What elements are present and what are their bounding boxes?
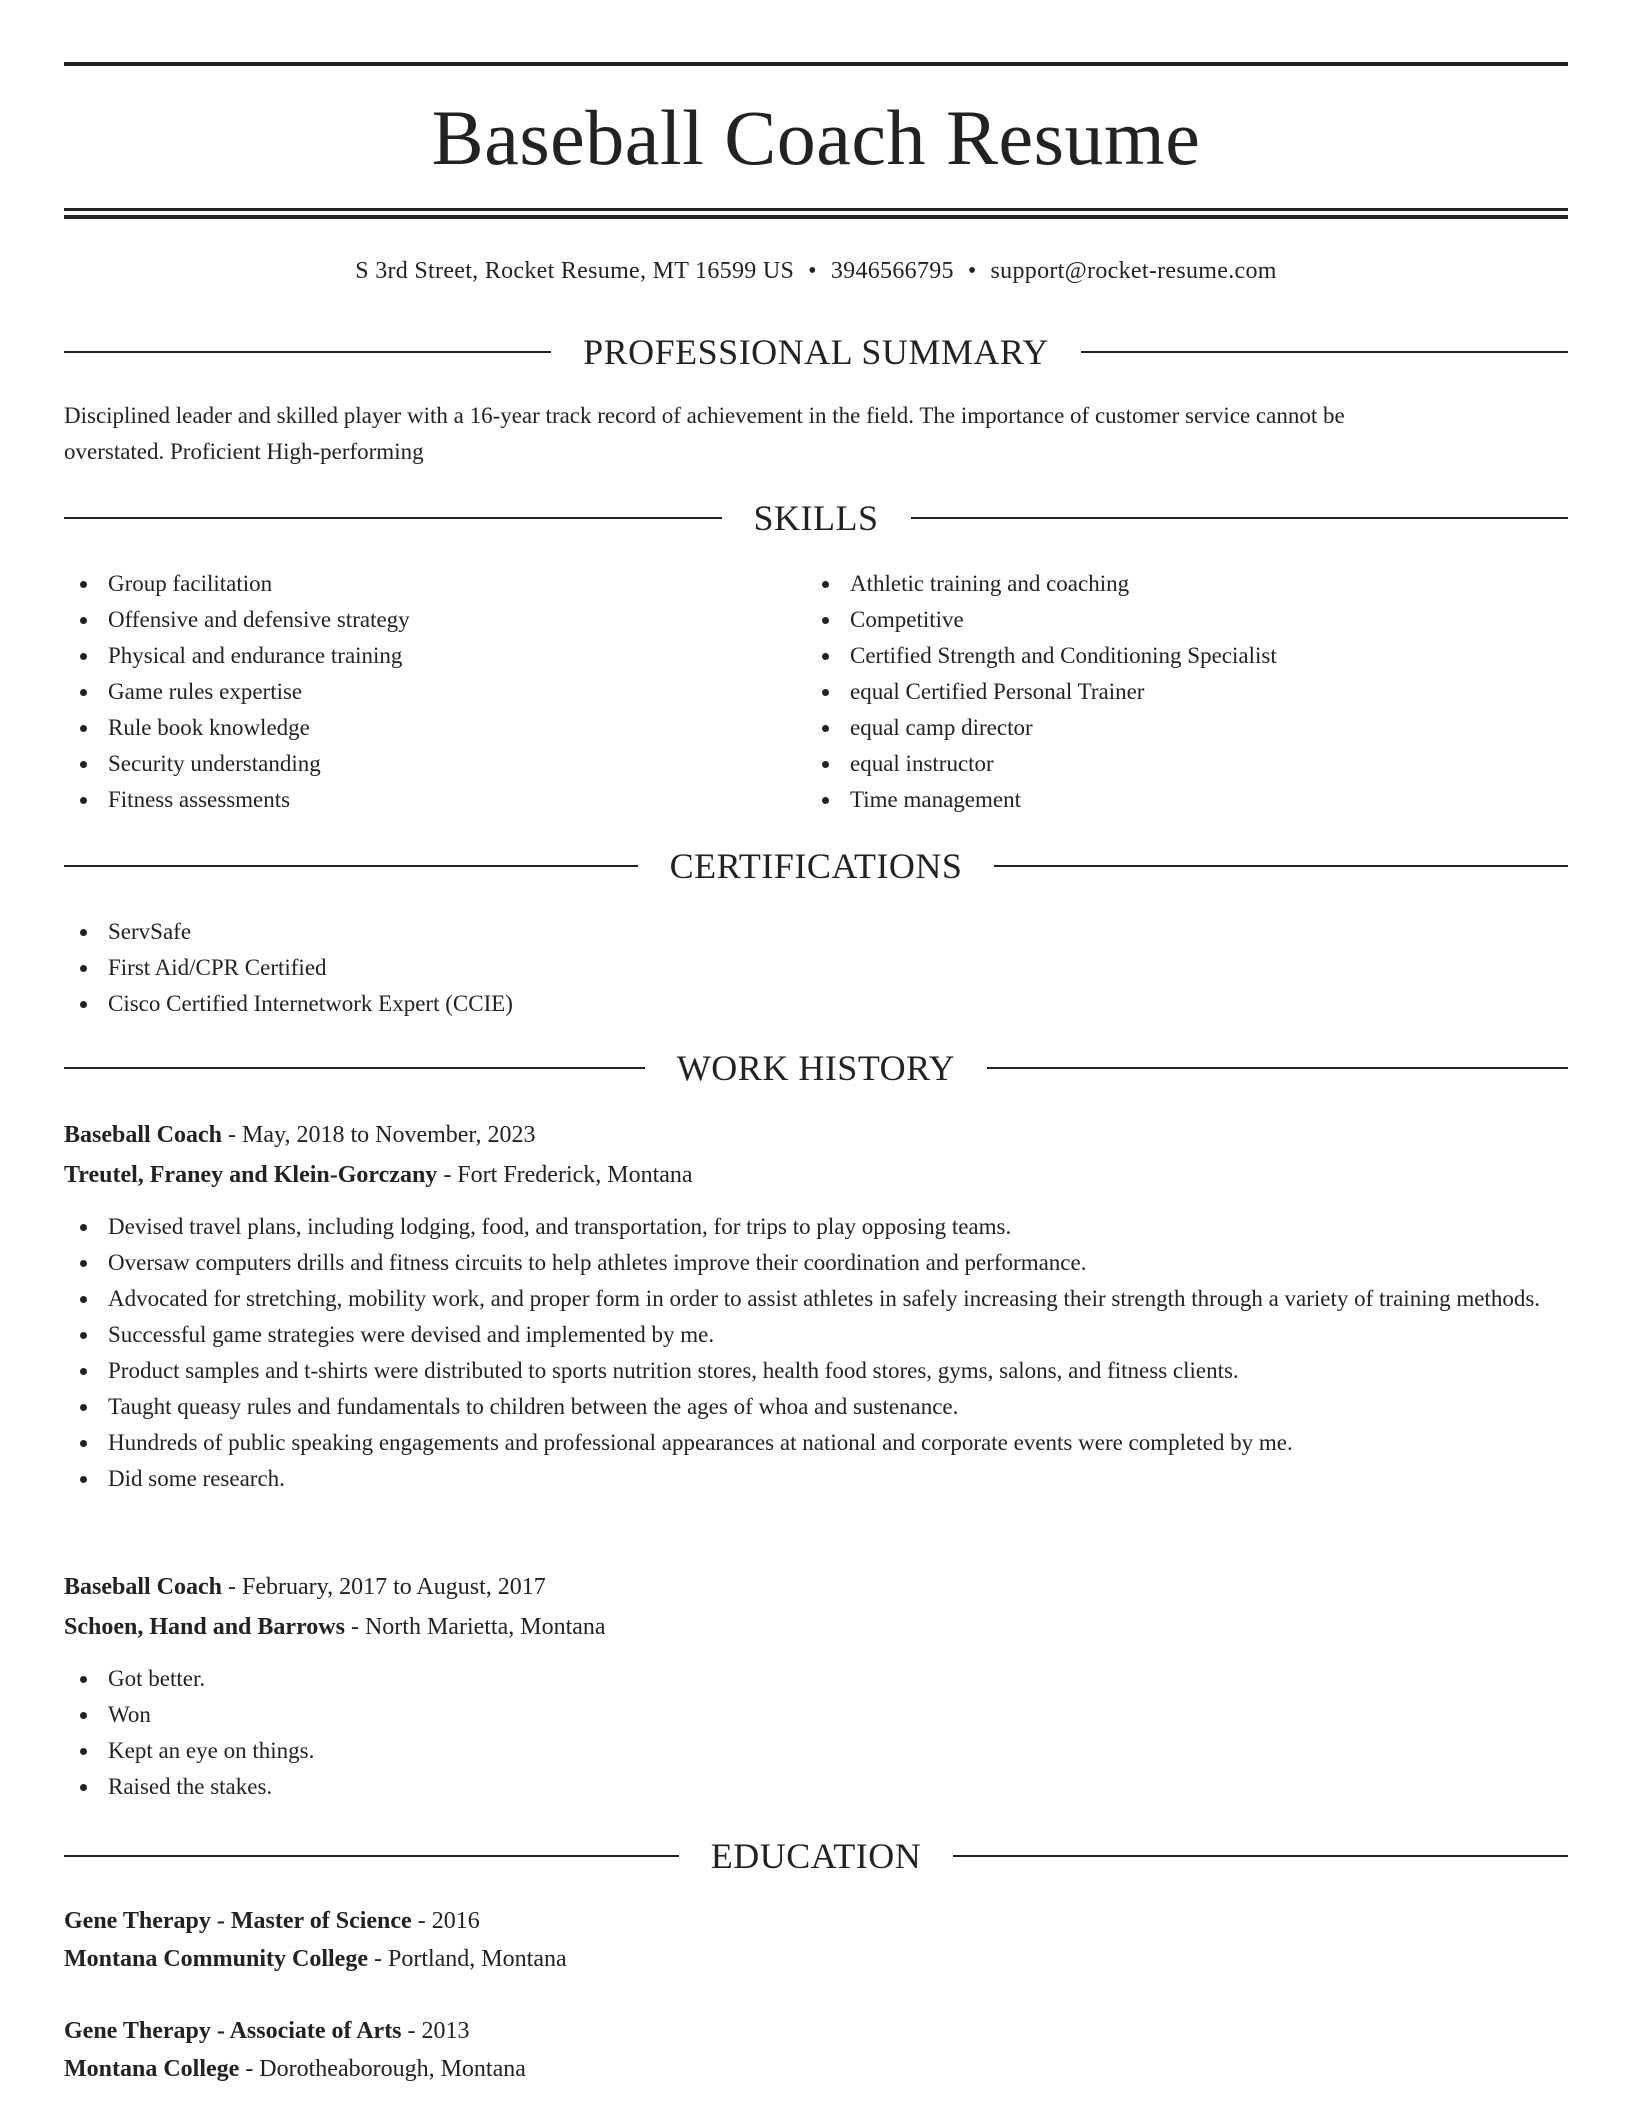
title-rule-lower	[64, 215, 1568, 219]
summary-line: Disciplined leader and skilled player with a 16-year track record of achievement in the field. The importance of customer service cannot be	[64, 403, 1345, 428]
education-year: - 2016	[411, 1908, 480, 1934]
section-title: EDUCATION	[710, 1836, 922, 1876]
education-degree-line	[64, 1903, 1568, 1939]
job-duty-item: Did some research.	[64, 1461, 1568, 1497]
job-duty-item: Oversaw computers drills and fitness circuits to help athletes improve their coordination and performance.	[64, 1245, 1568, 1281]
education-degree-line	[64, 2013, 1568, 2049]
skill-item: Certified Strength and Conditioning Specialist	[806, 638, 1546, 674]
heading-rule	[64, 1067, 645, 1069]
skills-column-right	[806, 566, 1546, 818]
skill-item: Offensive and defensive strategy	[64, 602, 804, 638]
job-duty-item: Advocated for stretching, mobility work, and proper form in order to assist athletes in safely increasing their strength through a variety of training methods.	[64, 1281, 1568, 1317]
skill-item: Competitive	[806, 602, 1546, 638]
education-heading	[64, 1832, 1568, 1880]
heading-rule	[64, 865, 638, 867]
job-duty-item: Hundreds of public speaking engagements and professional appearances at national and corporate events were completed by me.	[64, 1425, 1568, 1461]
job-company: Treutel, Franey and Klein-Gorczany	[64, 1162, 438, 1188]
education-school: Montana College	[64, 2056, 240, 2082]
heading-rule	[911, 517, 1569, 519]
skill-item: Athletic training and coaching	[806, 566, 1546, 602]
job-company-line	[64, 1609, 1568, 1645]
job-duty-item: Raised the stakes.	[64, 1769, 1568, 1805]
job-duty-item: Product samples and t-shirts were distributed to sports nutrition stores, health food stores, gyms, salons, and fitness clients.	[64, 1353, 1568, 1389]
education-degree: Gene Therapy - Associate of Arts	[64, 2018, 402, 2044]
skill-item: Fitness assessments	[64, 782, 804, 818]
job-duty-item: Devised travel plans, including lodging, food, and transportation, for trips to play opposing teams.	[64, 1209, 1568, 1245]
job-title: Baseball Coach	[64, 1574, 223, 1600]
job-dates: - February, 2017 to August, 2017	[222, 1574, 546, 1600]
education-school: Montana Community College	[64, 1946, 368, 1972]
heading-rule	[64, 517, 722, 519]
top-rule	[64, 62, 1568, 66]
education-school-line	[64, 1941, 1568, 1977]
job-duty-item: Kept an eye on things.	[64, 1733, 1568, 1769]
heading-rule	[994, 865, 1568, 867]
summary-heading	[64, 328, 1568, 376]
job-title: Baseball Coach	[64, 1122, 223, 1148]
summary-text	[64, 398, 1568, 470]
title-rule-upper	[64, 208, 1568, 211]
heading-rule	[64, 351, 551, 353]
job-location: - North Marietta, Montana	[344, 1614, 606, 1640]
skill-item: equal instructor	[806, 746, 1546, 782]
section-title: PROFESSIONAL SUMMARY	[583, 332, 1049, 372]
education-location: - Portland, Montana	[367, 1946, 567, 1972]
section-title: WORK HISTORY	[676, 1048, 956, 1088]
contact-email: support@rocket-resume.com	[990, 258, 1277, 284]
skill-item: equal camp director	[806, 710, 1546, 746]
heading-rule	[64, 1855, 679, 1857]
job-location: - Fort Frederick, Montana	[437, 1162, 693, 1188]
skill-item: equal Certified Personal Trainer	[806, 674, 1546, 710]
job-title-line	[64, 1117, 1568, 1153]
skill-item: Game rules expertise	[64, 674, 804, 710]
certification-item: First Aid/CPR Certified	[64, 950, 1568, 986]
job-duties-list	[64, 1209, 1568, 1497]
skill-item: Physical and endurance training	[64, 638, 804, 674]
job-duty-item: Taught queasy rules and fundamentals to children between the ages of whoa and sustenance.	[64, 1389, 1568, 1425]
job-duties-list	[64, 1661, 1568, 1805]
skills-column-left	[64, 566, 804, 818]
contact-separator: •	[967, 258, 977, 284]
skills-heading	[64, 494, 1568, 542]
skill-item: Group facilitation	[64, 566, 804, 602]
heading-rule	[953, 1855, 1568, 1857]
resume-title: Baseball Coach Resume	[431, 94, 1201, 181]
skill-item: Time management	[806, 782, 1546, 818]
job-company-line	[64, 1157, 1568, 1193]
job-duty-item: Won	[64, 1697, 1568, 1733]
contact-separator: •	[808, 258, 817, 284]
certification-item: Cisco Certified Internetwork Expert (CCIE)	[64, 986, 1568, 1022]
certifications-list	[64, 914, 1568, 1022]
section-title: CERTIFICATIONS	[669, 846, 963, 886]
education-degree: Gene Therapy - Master of Science	[64, 1908, 412, 1934]
job-title-line	[64, 1569, 1568, 1605]
heading-rule	[1081, 351, 1568, 353]
summary-line: overstated. Proficient High-performing	[64, 439, 424, 464]
heading-rule	[987, 1067, 1568, 1069]
skill-item: Security understanding	[64, 746, 804, 782]
job-company: Schoen, Hand and Barrows	[64, 1614, 345, 1640]
section-title: SKILLS	[753, 498, 879, 538]
contact-phone: 3946566795	[830, 258, 954, 284]
skill-item: Rule book knowledge	[64, 710, 804, 746]
job-duty-item: Successful game strategies were devised and implemented by me.	[64, 1317, 1568, 1353]
certifications-heading	[64, 842, 1568, 890]
contact-address: S 3rd Street, Rocket Resume, MT 16599 US	[355, 258, 795, 284]
certification-item: ServSafe	[64, 914, 1568, 950]
job-dates: - May, 2018 to November, 2023	[222, 1122, 536, 1148]
education-location: - Dorotheaborough, Montana	[239, 2056, 526, 2082]
education-year: - 2013	[401, 2018, 470, 2044]
contact-line	[64, 254, 1568, 288]
job-duty-item: Got better.	[64, 1661, 1568, 1697]
work-history-heading	[64, 1044, 1568, 1092]
education-school-line	[64, 2051, 1568, 2087]
